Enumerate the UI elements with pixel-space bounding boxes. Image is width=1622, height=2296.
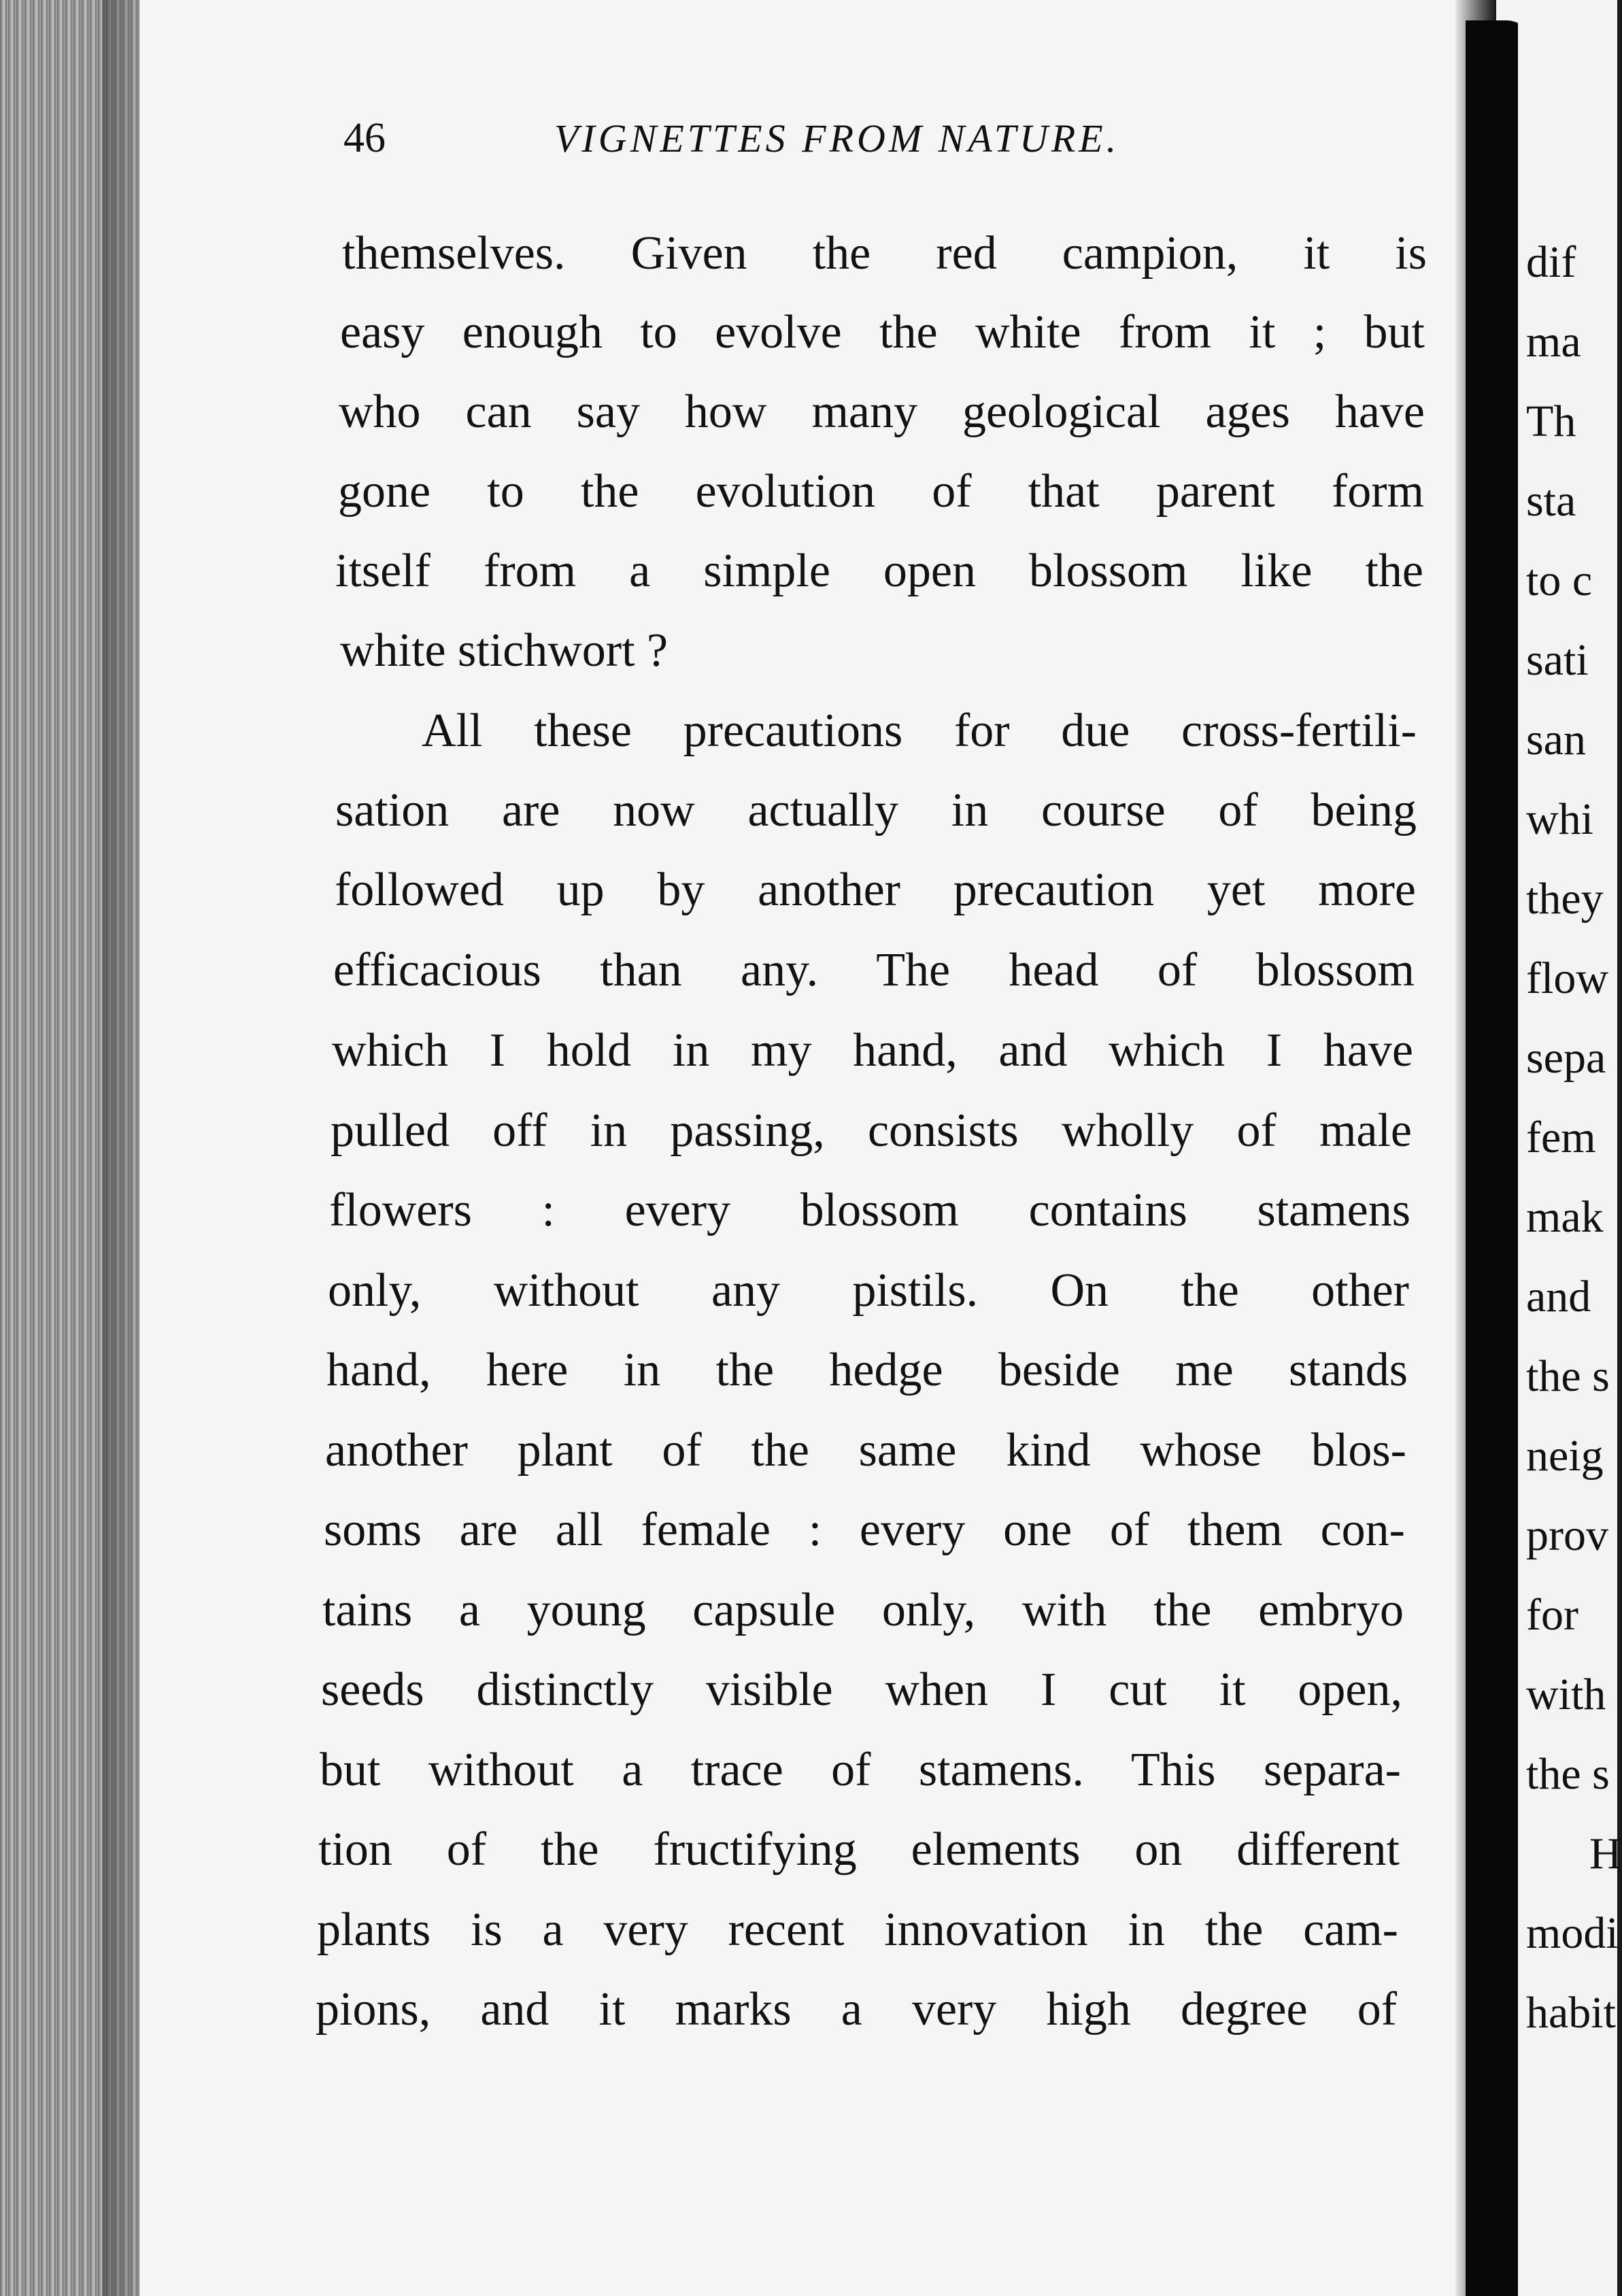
facing-text-fragment: to c <box>1526 556 1593 605</box>
text-line: tains a young capsule only, with the embryo <box>322 1584 1404 1636</box>
text-line: white stichwort ? <box>340 624 669 677</box>
facing-text-fragment: neig <box>1526 1431 1604 1481</box>
facing-text-fragment: they <box>1526 874 1604 924</box>
text-line: seeds distinctly visible when I cut it open, <box>321 1664 1402 1716</box>
text-line: gone to the evolution of that parent form <box>338 465 1424 518</box>
text-line: easy enough to evolve the white from it ; but <box>340 306 1425 358</box>
facing-text-fragment: mak <box>1526 1192 1604 1242</box>
running-head <box>343 114 1228 175</box>
facing-page <box>1518 0 1622 2296</box>
facing-text-fragment: sepa <box>1526 1033 1606 1083</box>
facing-text-fragment: modi <box>1526 1908 1619 1958</box>
facing-text-fragment: for <box>1526 1590 1578 1640</box>
text-line: only, without any pistils. On the other <box>328 1264 1409 1317</box>
text-line: but without a trace of stamens. This separa- <box>320 1744 1401 1796</box>
facing-text-fragment: sati <box>1526 635 1589 685</box>
text-line: hand, here in the hedge beside me stands <box>326 1344 1408 1396</box>
facing-text-fragment: with <box>1526 1670 1606 1719</box>
text-line: themselves. Given the red campion, it is <box>342 227 1427 280</box>
facing-text-fragment: whi <box>1526 794 1593 844</box>
text-line: pulled off in passing, consists wholly of male <box>331 1104 1412 1157</box>
text-line: who can say how many geological ages have <box>339 386 1425 438</box>
running-head-title: VIGNETTES FROM NATURE. <box>554 116 1120 161</box>
facing-text-fragment: sta <box>1526 476 1576 526</box>
facing-text-fragment: prov <box>1526 1510 1608 1560</box>
facing-text-fragment: the s <box>1526 1749 1610 1799</box>
text-line: another plant of the same kind whose blos- <box>325 1424 1406 1476</box>
page-edge-shadow <box>102 0 143 2296</box>
text-line: pions, and it marks a very high degree of <box>316 1983 1397 2036</box>
text-line: which I hold in my hand, and which I have <box>332 1024 1413 1077</box>
facing-text-fragment: fem <box>1526 1113 1596 1162</box>
page-number: 46 <box>343 115 386 161</box>
text-line: plants is a very recent innovation in the cam- <box>317 1904 1398 1956</box>
facing-text-fragment: H <box>1589 1829 1622 1878</box>
facing-text-fragment: the s <box>1526 1351 1610 1401</box>
facing-text-fragment: ma <box>1526 317 1581 367</box>
facing-text-fragment: Th <box>1526 396 1576 446</box>
text-line: efficacious than any. The head of blossom <box>333 944 1415 996</box>
text-line: soms are all female : every one of them con- <box>324 1504 1405 1556</box>
text-line: followed up by another precaution yet more <box>335 864 1416 916</box>
facing-text-fragment: habit <box>1526 1988 1616 2038</box>
text-line: tion of the fructifying elements on different <box>318 1823 1400 1876</box>
text-line: itself from a simple open blossom like the <box>335 545 1423 597</box>
facing-text-fragment: and <box>1526 1272 1591 1321</box>
paragraph-first-line: All these precautions for due cross-fertili- <box>422 705 1417 757</box>
facing-text-fragment: san <box>1526 715 1586 764</box>
text-line: sation are now actually in course of being <box>335 784 1417 837</box>
text-line: flowers : every blossom contains stamens <box>329 1184 1410 1236</box>
facing-text-fragment: dif <box>1526 237 1576 287</box>
facing-text-fragment: flow <box>1526 953 1608 1003</box>
